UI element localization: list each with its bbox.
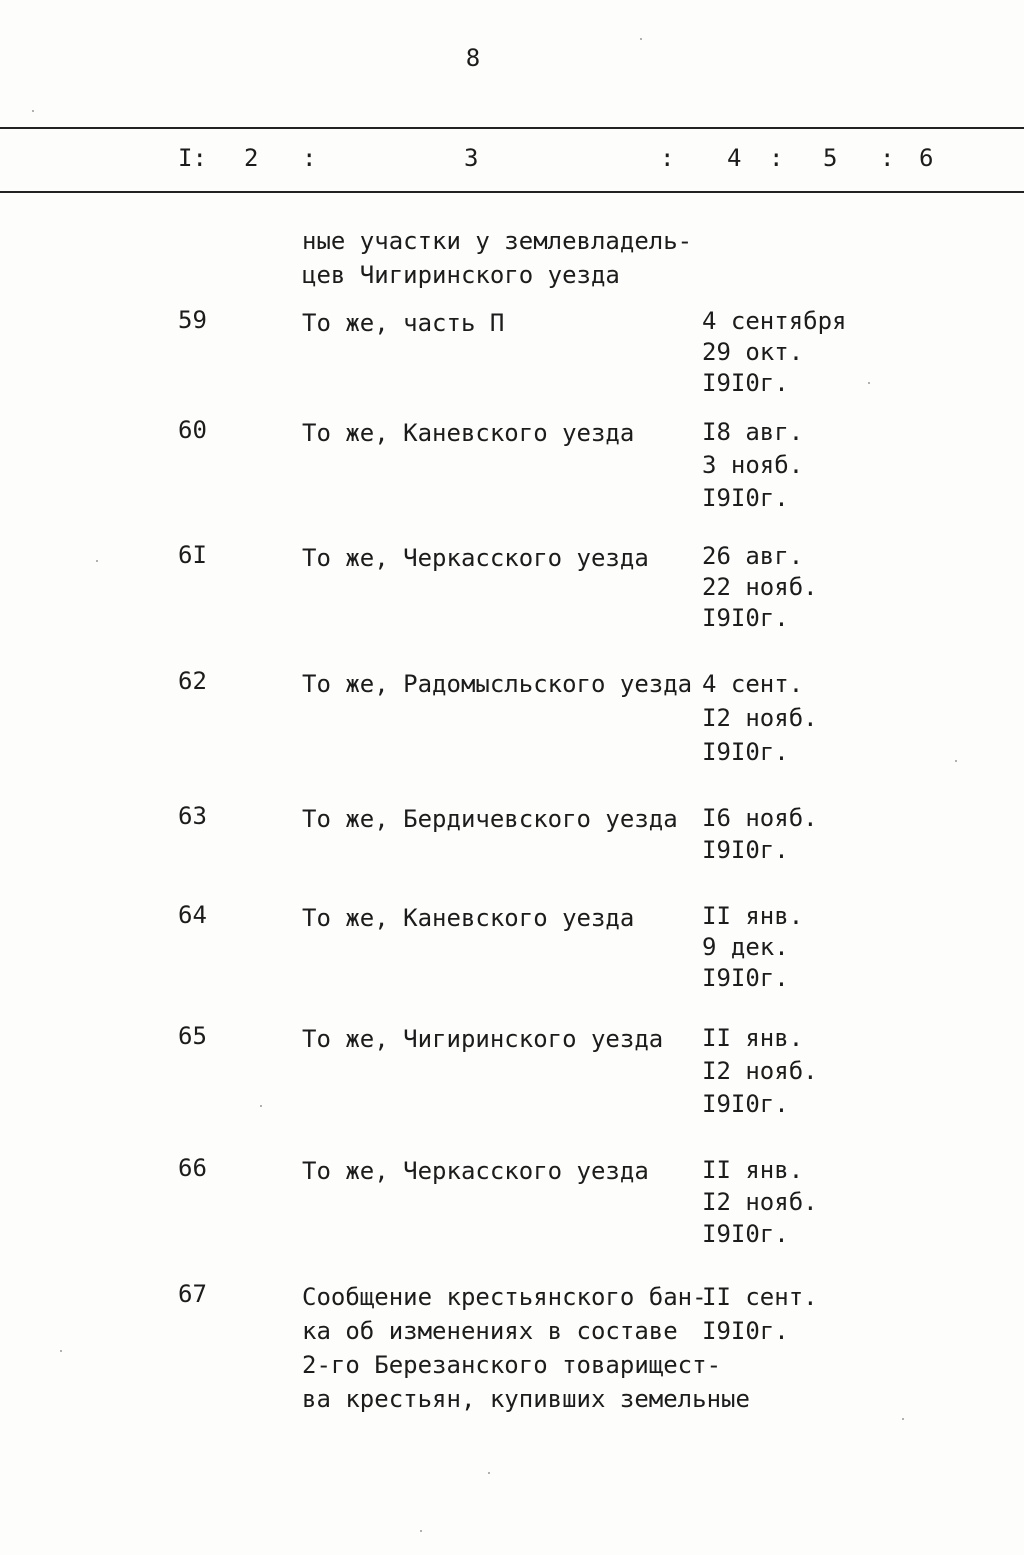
scan-speck xyxy=(32,110,34,112)
entry-description xyxy=(302,667,692,701)
description-line: То же, часть П xyxy=(302,309,505,337)
description-line: ва крестьян, купивших земельные xyxy=(302,1385,750,1413)
date-line: 4 сент. xyxy=(702,670,804,698)
scan-speck xyxy=(640,38,642,40)
header-rule-bottom xyxy=(0,191,1024,193)
description-line: цев Чигиринского уезда xyxy=(302,261,620,289)
date-line: I2 нояб. xyxy=(702,1057,818,1085)
date-line: I9I0г. xyxy=(702,604,789,632)
scan-speck xyxy=(868,382,870,384)
column-header-4: 4 xyxy=(727,144,742,172)
date-line: I9I0г. xyxy=(702,1090,789,1118)
description-line: ные участки у землевладель- xyxy=(302,227,693,255)
date-line: I9I0г. xyxy=(702,1317,789,1345)
date-line: I2 нояб. xyxy=(702,1188,818,1216)
column-header-2: 2 xyxy=(244,144,259,172)
date-line: 9 дек. xyxy=(702,933,789,961)
description-line: То же, Чигиринского уезда xyxy=(302,1025,664,1053)
date-line: 4 сентября xyxy=(702,307,847,335)
column-header-3: 3 xyxy=(464,144,479,172)
entry-number: 6I xyxy=(178,541,207,569)
date-line: 22 нояб. xyxy=(702,573,818,601)
entry-description xyxy=(302,1022,663,1056)
entry-description xyxy=(302,541,649,575)
date-line: II янв. xyxy=(702,1156,804,1184)
date-line: II янв. xyxy=(702,1024,804,1052)
entry-number: 62 xyxy=(178,667,207,695)
date-line: I9I0г. xyxy=(702,484,789,512)
description-line: То же, Черкасского уезда xyxy=(302,1157,649,1185)
scan-speck xyxy=(488,1472,490,1474)
description-line: То же, Каневского уезда xyxy=(302,904,635,932)
entry-description xyxy=(302,416,634,450)
entry-description xyxy=(302,1280,750,1416)
entry-dates xyxy=(702,667,818,769)
entry-dates xyxy=(702,1154,818,1250)
column-separator: : xyxy=(660,144,675,172)
description-line: То же, Каневского уезда xyxy=(302,419,635,447)
description-line: То же, Бердичевского уезда xyxy=(302,805,678,833)
date-line: I9I0г. xyxy=(702,1220,789,1248)
entry-dates xyxy=(702,901,803,994)
date-line: 3 нояб. xyxy=(702,451,804,479)
description-line: ка об изменениях в составе xyxy=(302,1317,678,1345)
entry-number: 63 xyxy=(178,802,207,830)
entry-description xyxy=(302,901,634,935)
entry-dates xyxy=(702,1280,818,1348)
entry-description xyxy=(302,306,504,340)
entry-dates xyxy=(702,541,818,634)
date-line: I9I0г. xyxy=(702,738,789,766)
date-line: I9I0г. xyxy=(702,836,789,864)
entry-description xyxy=(302,1154,649,1188)
entry-dates xyxy=(702,306,847,399)
column-header-1: I: xyxy=(178,144,207,172)
description-line: То же, Черкасского уезда xyxy=(302,544,649,572)
entry-number: 59 xyxy=(178,306,207,334)
entry-description xyxy=(302,802,678,836)
description-line: 2-го Березанского товарищест- xyxy=(302,1351,722,1379)
date-line: 29 окт. xyxy=(702,338,804,366)
scan-speck xyxy=(955,760,957,762)
column-header-5: 5 xyxy=(823,144,838,172)
date-line: I9I0г. xyxy=(702,964,789,992)
scan-speck xyxy=(60,1350,62,1352)
date-line: 26 авг. xyxy=(702,542,804,570)
date-line: II сент. xyxy=(702,1283,818,1311)
date-line: I9I0г. xyxy=(702,369,789,397)
scan-speck xyxy=(260,1105,262,1107)
date-line: II янв. xyxy=(702,902,804,930)
header-rule-top xyxy=(0,127,1024,129)
description-line: Сообщение крестьянского бан- xyxy=(302,1283,707,1311)
entry-number: 64 xyxy=(178,901,207,929)
entry-dates xyxy=(702,802,818,866)
entry-description xyxy=(302,224,692,292)
date-line: I6 нояб. xyxy=(702,804,818,832)
scan-speck xyxy=(902,1418,904,1420)
page-number: 8 xyxy=(465,44,481,72)
column-separator: : xyxy=(302,144,317,172)
scan-speck xyxy=(96,560,98,562)
entry-dates xyxy=(702,1022,818,1121)
entry-number: 60 xyxy=(178,416,207,444)
entry-number: 65 xyxy=(178,1022,207,1050)
entry-number: 66 xyxy=(178,1154,207,1182)
column-separator: : xyxy=(880,144,895,172)
entry-dates xyxy=(702,416,803,515)
column-header-6: 6 xyxy=(919,144,934,172)
column-separator: : xyxy=(769,144,784,172)
description-line: То же, Радомысльского уезда xyxy=(302,670,693,698)
entry-number: 67 xyxy=(178,1280,207,1308)
date-line: I2 нояб. xyxy=(702,704,818,732)
date-line: I8 авг. xyxy=(702,418,804,446)
scan-speck xyxy=(420,1530,422,1532)
